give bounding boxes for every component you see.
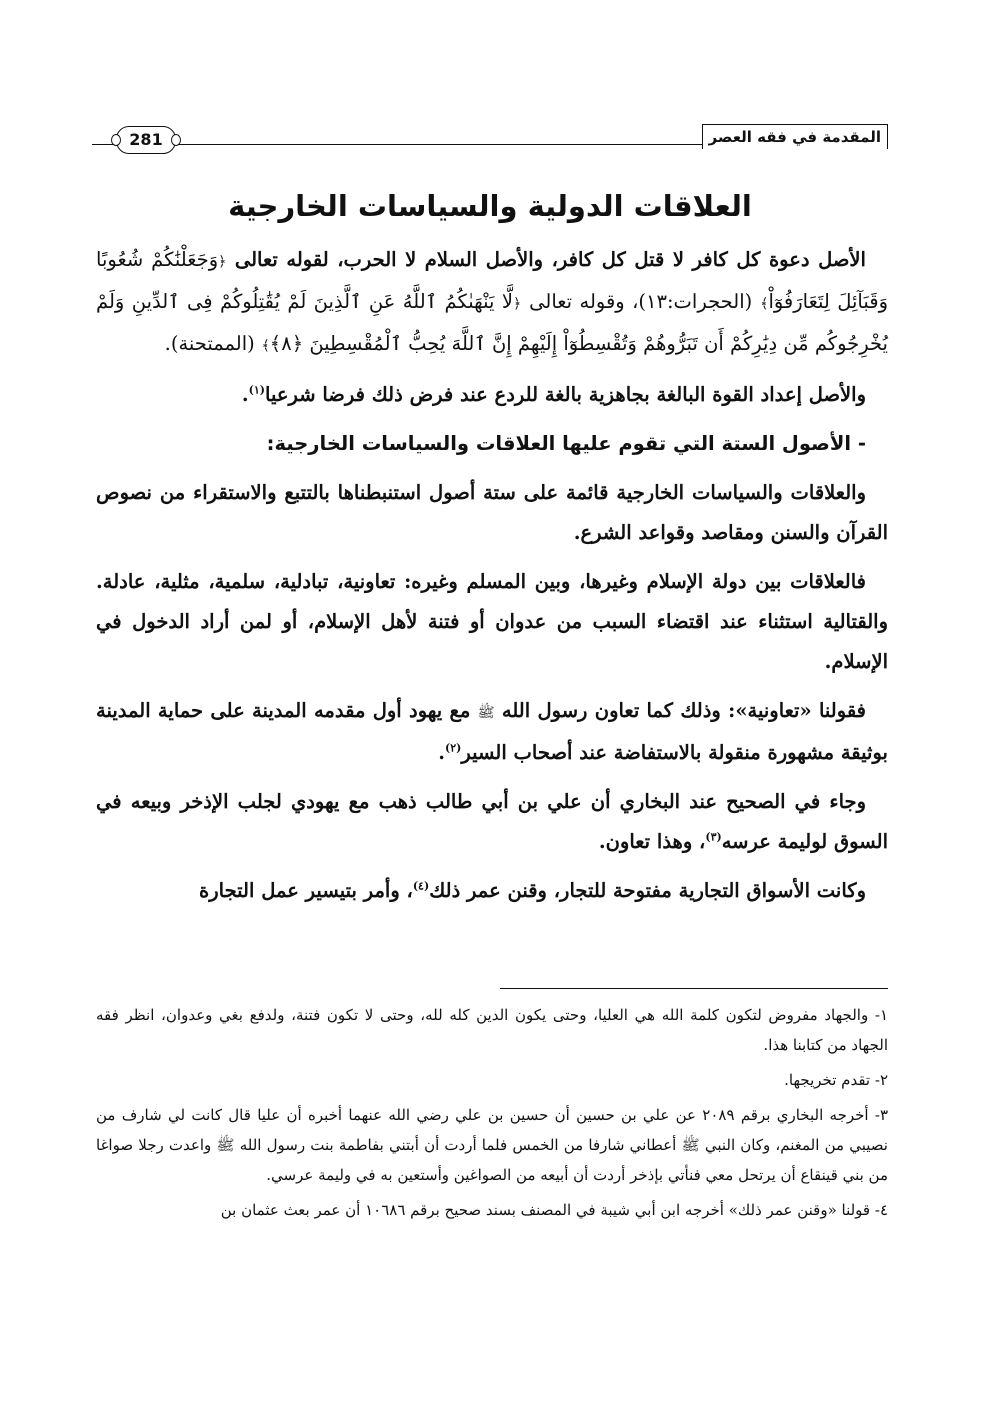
- paragraph-2-end: .: [241, 383, 249, 406]
- footnote-3-text-b: أعطاني شارفا من الخمس فلما أردت أن أبتني بفاطمة بنت رسول الله: [239, 1136, 677, 1154]
- paragraph-7-text-b: ، وأمر بتيسير عمل التجارة: [199, 879, 413, 902]
- footnote-4: ٤- قولنا «وقنن عمر ذلك» أخرجه ابن أبي شيبة في المصنف بسند صحيح برقم ١٠٦٨٦ أن عمر بعث عثمان بن: [220, 1201, 888, 1219]
- footnote-ref-4[interactable]: (٤): [412, 879, 430, 893]
- footnote-3-text-a: ٣- أخرجه البخاري برقم ٢٠٨٩ عن علي بن حسين أن حسين بن علي رضي الله عنهما أخبره أن عليا قال كانت لي شارف من نصيبي من المغنم، وكان النبي: [96, 1106, 888, 1154]
- footnotes: [96, 1000, 888, 1230]
- quran-bracket-open-icon: ﴿: [218, 254, 227, 270]
- paragraph-5-text-b: مع يهود أول مقدمه المدينة على حماية المدينة بوثيقة مشهورة منقولة بالاستفاضة عند أصحاب السير: [96, 699, 888, 764]
- paragraph-5-end: .: [438, 741, 446, 764]
- paragraph-1-intro: الأصل دعوة كل كافر لا قتل كل كافر، والأصل السلام لا الحرب، لقوله تعالى: [234, 248, 866, 271]
- paragraph-3: والعلاقات والسياسات الخارجية قائمة على ستة أصول استنبطناها بالتتبع والاستقراء من نصوص القرآن والسنن ومقاصد وقواعد الشرع.: [96, 481, 888, 544]
- salutation-icon: ﷺ: [477, 705, 495, 721]
- paragraph-6-text-a: وجاء في الصحيح عند البخاري أن علي بن أبي طالب ذهب مع يهودي لجلب الإذخر وبيعه في السوق لوليمة عرسه: [96, 790, 888, 853]
- salutation-icon: ﷺ: [681, 1136, 700, 1154]
- paragraph-2: [96, 375, 888, 415]
- paragraph-1: [96, 240, 888, 366]
- paragraph-5: [96, 691, 888, 773]
- paragraph-7-text-a: وكانت الأسواق التجارية مفتوحة للتجار، وقنن عمر ذلك: [429, 879, 866, 902]
- sub-heading: - الأصول الستة التي تقوم عليها العلاقات والسياسات الخارجية:: [266, 432, 866, 455]
- quran-verse-2: لَّا يَنْهَىٰكُمُ ٱللَّهُ عَنِ ٱلَّذِينَ لَمْ يُقَٰتِلُوكُمْ فِى ٱلدِّينِ وَلَمْ يُخْرِجُوكُم مِّن دِيَٰرِكُمْ أَن تَبَرُّوهُمْ وَتُقْسِطُوٓاْ إِلَيْهِمْ إِنَّ ٱللَّهَ يُحِبُّ ٱلْمُقْسِطِينَ ﴿٨﴾: [96, 290, 888, 355]
- footnote-ref-2[interactable]: (٢): [445, 741, 462, 755]
- footnote-3: [96, 1100, 888, 1190]
- footnote-ref-1[interactable]: (١): [248, 383, 265, 397]
- quran-bracket-open-icon: ﴿: [512, 296, 522, 312]
- paragraph-2-text: والأصل إعداد القوة البالغة بجاهزية بالغة للردع عند فرض ذلك فرضا شرعيا: [265, 383, 866, 406]
- footnote-divider: [500, 988, 888, 989]
- paragraph-4: فالعلاقات بين دولة الإسلام وغيرها، وبين المسلم وغيره: تعاونية، تبادلية، سلمية، مثلية، عادلة. والقتالية استثناء عند اقتضاء السبب من عدوان أو فتنة لأهل الإسلام، أو لمن أراد الدخول في الإسلام.: [96, 570, 888, 673]
- section-title: العلاقات الدولية والسياسات الخارجية: [228, 189, 752, 223]
- verse-1-reference: (الحجرات:١٣)، وقوله تعالى: [529, 290, 753, 313]
- page-number: 281: [116, 126, 176, 154]
- salutation-icon: ﷺ: [216, 1136, 235, 1154]
- paragraph-6-text-b: ، وهذا تعاون.: [598, 830, 706, 853]
- paragraph-7: [96, 871, 888, 911]
- running-header: [92, 120, 888, 156]
- footnote-ref-3[interactable]: (٣): [705, 830, 722, 844]
- body-text: [96, 240, 888, 920]
- paragraph-5-text-a: فقولنا «تعاونية»: وذلك كما تعاون رسول الله: [501, 699, 867, 722]
- quran-verse-1: وَجَعَلْنَٰكُمْ شُعُوبًا وَقَبَآئِلَ لِتَعَارَفُوٓاْ: [96, 248, 888, 313]
- footnote-1: ١- والجهاد مفروض لتكون كلمة الله هي العليا، وحتى يكون الدين كله لله، وحتى لا تكون فتنة، ولدفع بغي وعدوان، انظر فقه الجهاد من كتابنا هذا.: [96, 1006, 888, 1054]
- quran-bracket-close-icon: ﴾: [760, 296, 769, 312]
- running-title: المقدمة في فقه العصر: [702, 124, 888, 149]
- verse-2-reference: (الممتحنة).: [164, 332, 255, 355]
- footnote-3-text-c: واعدت رجلا صواغا من بني قينقاع أن يرتحل معي فنأتي بإذخر أردت أن أبيعه من الصواغين وأستعين به في وليمة عرسي.: [96, 1136, 888, 1184]
- quran-bracket-close-icon: ﴾: [261, 338, 270, 354]
- footnote-2: ٢- تقدم تخريجها.: [784, 1071, 888, 1089]
- paragraph-6: [96, 782, 888, 862]
